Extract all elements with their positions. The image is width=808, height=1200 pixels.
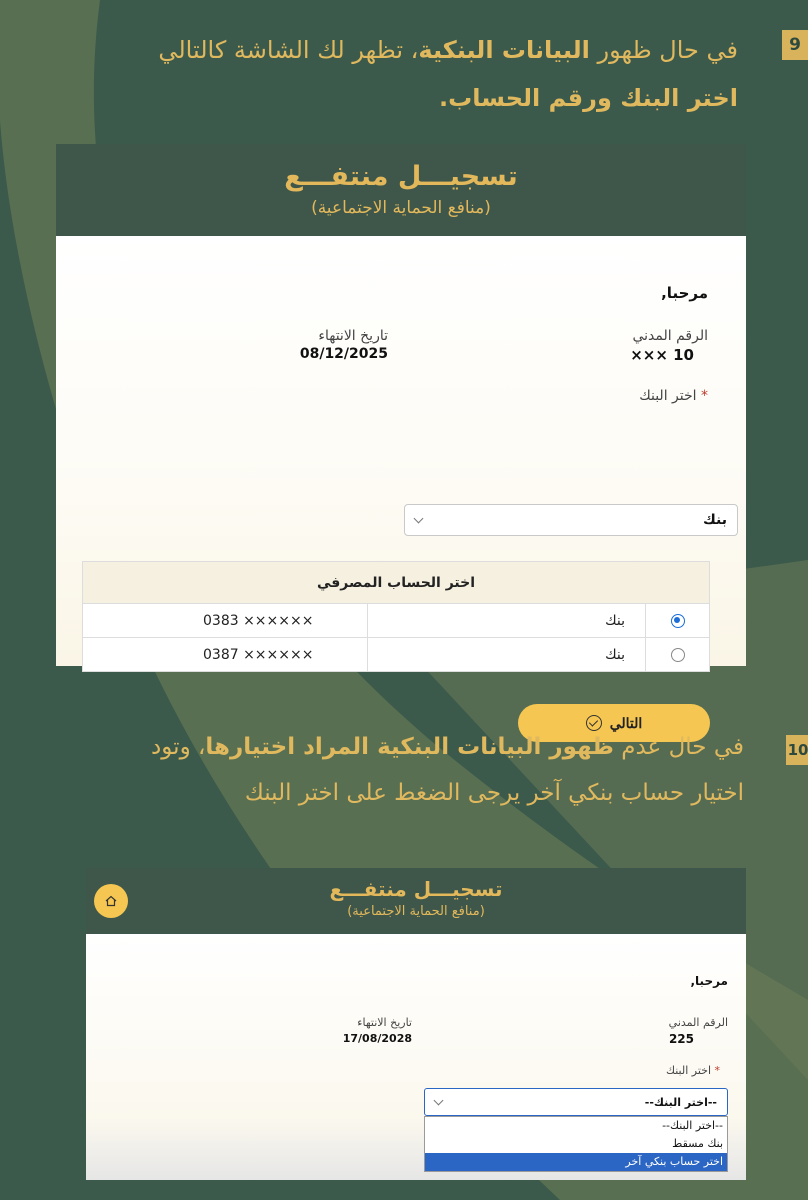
bank-account-table: [82, 561, 710, 672]
panel-2-header: [86, 868, 746, 934]
panel-2-greeting: مرحبا,: [690, 974, 728, 988]
chevron-down-icon: [414, 513, 424, 523]
step-9-badge: 9: [782, 30, 808, 60]
step-10-line-1: [24, 724, 744, 770]
panel-2-civil-id-label: الرقم المدني: [668, 1016, 728, 1029]
panel-1-bank-select[interactable]: [404, 504, 738, 536]
account-radio-selected[interactable]: [671, 614, 685, 628]
account-number: 0383 ××××××: [83, 604, 368, 638]
panel-2-bank-select[interactable]: [424, 1088, 728, 1116]
radio-cell[interactable]: [646, 604, 710, 638]
step-9-line-2: اختر البنك ورقم الحساب.: [439, 84, 738, 112]
panel-2-bank-select-value: --اختر البنك--: [644, 1095, 717, 1109]
chevron-down-icon: [434, 1095, 444, 1105]
step-10-line-1-pre: في حال عدم: [613, 734, 744, 760]
step-9-highlight: البيانات البنكية: [418, 36, 590, 64]
required-mark: *: [714, 1064, 720, 1077]
panel-1-civil-id-value: 10 ×××: [630, 346, 694, 364]
home-icon: [104, 894, 118, 908]
step-10-line-2: اختيار حساب بنكي آخر يرجى الضغط على اختر البنك: [244, 780, 744, 806]
registration-panel-1: [56, 144, 746, 731]
step-10-badge: 10: [786, 735, 808, 765]
registration-panel-2: [86, 868, 746, 1180]
panel-1-bank-label-text: اختر البنك: [639, 388, 697, 404]
panel-1-expiry-value: 08/12/2025: [299, 346, 388, 362]
panel-1-greeting: مرحبا,: [661, 284, 708, 302]
panel-2-civil-id-value: 225: [668, 1032, 694, 1046]
home-button[interactable]: [94, 884, 128, 918]
panel-1-expiry-label: تاريخ الانتهاء: [318, 328, 388, 344]
account-bank-name: بنك: [368, 638, 646, 672]
step-10-highlight: ظهور البيانات البنكية المراد اختيارها: [205, 734, 614, 760]
dropdown-option[interactable]: بنك مسقط: [672, 1137, 723, 1150]
step-9-instruction: [38, 26, 738, 122]
bank-dropdown-list: [424, 1116, 728, 1172]
panel-1-title: تسجيـــل منتفـــع: [284, 161, 518, 192]
panel-2-title: تسجيـــل منتفـــع: [329, 877, 503, 901]
account-bank-name: بنك: [368, 604, 646, 638]
panel-1-body: [56, 236, 746, 731]
panel-1-bank-select-value: بنك: [702, 512, 727, 528]
panel-2-bank-label: [666, 1064, 720, 1077]
panel-1-civil-id-label: الرقم المدني: [632, 328, 708, 344]
account-number: 0387 ××××××: [83, 638, 368, 672]
step-10-line-1-post: ، وتود: [151, 734, 206, 760]
panel-2-bank-label-text: اختر البنك: [665, 1064, 711, 1077]
step-10-instruction: [24, 724, 744, 816]
next-button-label: التالي: [609, 714, 643, 731]
panel-1-subtitle: (منافع الحماية الاجتماعية): [311, 198, 491, 218]
dropdown-option[interactable]: --اختر البنك--: [662, 1119, 723, 1132]
bank-account-table-header: اختر الحساب المصرفي: [83, 562, 710, 604]
account-radio[interactable]: [671, 648, 685, 662]
panel-1-header: [56, 144, 746, 236]
panel-2-expiry-label: تاريخ الانتهاء: [357, 1016, 412, 1029]
panel-2-expiry-value: 17/08/2028: [342, 1032, 412, 1045]
step-9-line-1-post: ، تظهر لك الشاشة كالتالي: [158, 36, 419, 64]
dropdown-option-selected[interactable]: اختر حساب بنكي آخر: [425, 1153, 727, 1171]
step-9-line-1: [38, 26, 738, 74]
panel-2-body: [86, 934, 746, 1180]
required-mark: *: [701, 388, 708, 404]
radio-cell[interactable]: [646, 638, 710, 672]
table-row[interactable]: [83, 638, 710, 672]
step-9-line-1-pre: في حال ظهور: [589, 36, 738, 64]
table-row[interactable]: [83, 604, 710, 638]
panel-1-bank-label: [639, 388, 708, 404]
panel-2-subtitle: (منافع الحماية الاجتماعية): [347, 904, 485, 919]
